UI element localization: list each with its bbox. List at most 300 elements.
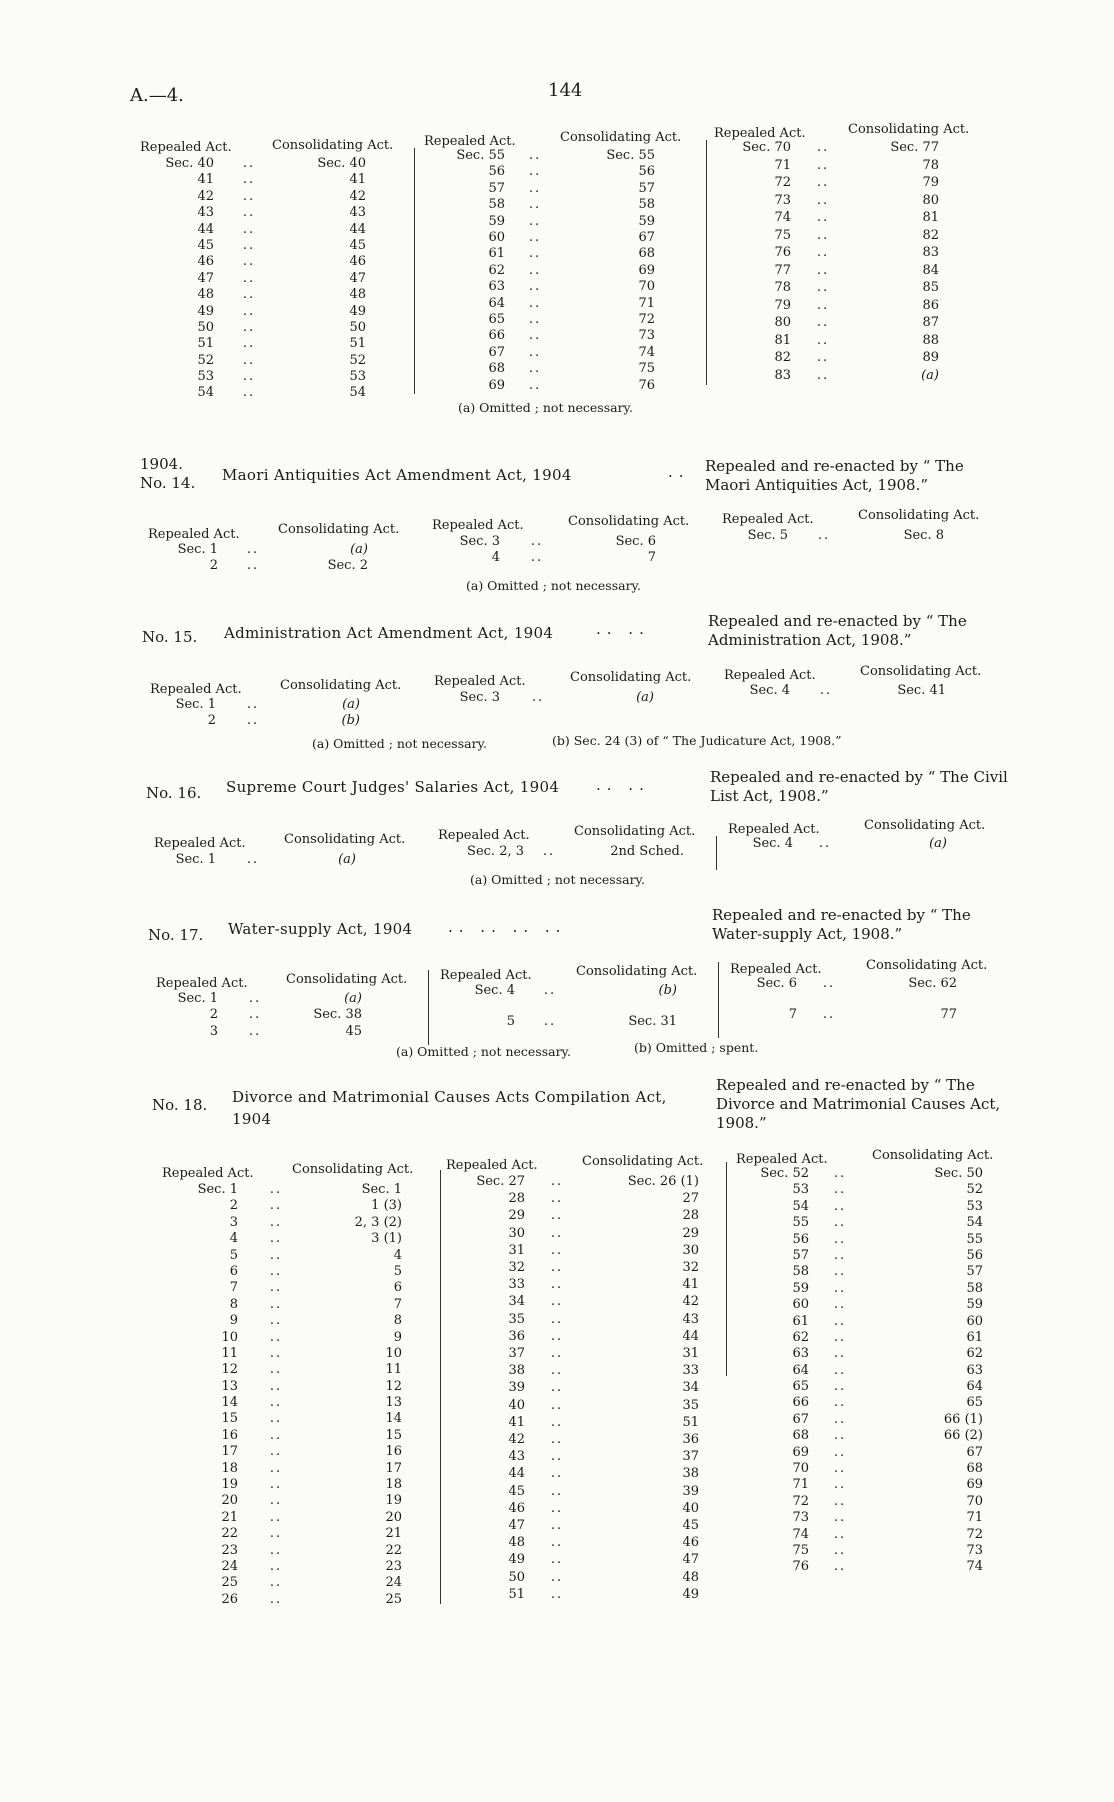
leader-dots: ..	[550, 1191, 564, 1207]
leader-dots: ..	[543, 983, 557, 998]
page-reference: A.—4.	[130, 85, 184, 106]
repealed-section: Sec. 1	[177, 991, 218, 1006]
repealed-section: 62	[488, 262, 505, 278]
repealed-section: 35	[508, 1311, 525, 1327]
consolidating-section: 66 (1)	[943, 1411, 983, 1427]
leader-dots: ..	[528, 164, 542, 180]
act-title: Maori Antiquities Act Amendment Act, 1904	[222, 466, 572, 484]
leader-dots: ..	[833, 1329, 847, 1345]
repealed-section: 53	[792, 1182, 809, 1198]
consolidating-section: 57	[966, 1264, 983, 1280]
act-result: Repealed and re-enacted by “ The Maori Antiquities Act, 1908.”	[705, 457, 964, 494]
consolidating-section: 31	[682, 1345, 699, 1361]
column-header-repealed: Repealed Act.	[438, 828, 530, 843]
repealed-section: Sec. 3	[459, 534, 500, 549]
consolidating-section: 27	[682, 1191, 699, 1207]
repealed-section: 63	[488, 279, 505, 295]
leader-dots: ..	[550, 1552, 564, 1568]
leader-dots: ..	[833, 1559, 847, 1575]
act-15-group-2	[424, 690, 654, 706]
leader-dots: ..	[550, 1277, 564, 1293]
repealed-section: 36	[508, 1328, 525, 1344]
leader-dots: ..	[269, 1542, 283, 1558]
leader-dots: ..	[550, 1586, 564, 1602]
act-18-group-3	[726, 1162, 983, 1575]
repealed-section: 21	[221, 1509, 238, 1525]
repealed-section: 74	[774, 210, 791, 225]
leader-dots: ..	[550, 1517, 564, 1533]
leader-dots: ..	[550, 1363, 564, 1379]
repealed-section: 9	[229, 1313, 238, 1329]
leader-dots: ..	[668, 463, 690, 481]
repealed-section: 31	[508, 1242, 525, 1258]
footnote: (a) Omitted ; not necessary.	[312, 736, 487, 751]
consolidating-section: 41	[682, 1277, 699, 1293]
leader-dots: ..	[269, 1345, 283, 1361]
consolidating-section: 21	[385, 1526, 402, 1542]
act-16-group-1	[162, 852, 356, 868]
consolidating-section: 74	[966, 1559, 983, 1575]
leader-dots: ..	[816, 192, 830, 208]
act-14-group-2	[422, 534, 656, 567]
consolidating-section: 67	[966, 1444, 983, 1460]
consolidating-section: 24	[385, 1575, 402, 1591]
consolidating-section: 17	[385, 1460, 402, 1476]
consolidating-section: 49	[349, 303, 366, 319]
leader-dots: ..	[528, 361, 542, 377]
leader-dots: ..	[550, 1242, 564, 1258]
repealed-section: Sec. 1	[175, 697, 216, 712]
leader-dots: ..	[822, 1007, 836, 1022]
consolidating-section: 22	[385, 1542, 402, 1558]
column-header-repealed: Repealed Act.	[154, 836, 246, 851]
consolidating-section: 7	[393, 1296, 402, 1312]
repealed-section: 60	[488, 229, 505, 245]
leader-dots: ..	[833, 1280, 847, 1296]
leader-dots: ..	[833, 1444, 847, 1460]
block1-group-3	[706, 140, 939, 385]
consolidating-section: 59	[966, 1297, 983, 1313]
act-number: No. 17.	[148, 926, 204, 944]
column-header-consolidating: Consolidating Act.	[286, 972, 408, 987]
consolidating-section: 52	[966, 1182, 983, 1198]
repealed-section: 29	[508, 1208, 525, 1224]
leader-dots: ..	[550, 1345, 564, 1361]
repealed-section: 13	[221, 1378, 238, 1394]
consolidating-section: 7	[647, 550, 656, 566]
consolidating-section: 66 (2)	[943, 1428, 983, 1444]
repealed-section: 76	[774, 245, 791, 260]
repealed-section: 72	[792, 1493, 809, 1509]
act-18-group-1	[176, 1182, 402, 1608]
leader-dots: ..	[269, 1493, 283, 1509]
consolidating-section: 80	[922, 192, 939, 208]
leader-dots: ..	[816, 262, 830, 278]
repealed-section: 55	[792, 1215, 809, 1231]
consolidating-section: (a)	[636, 690, 654, 705]
act-result: Repealed and re-enacted by “ The Civil List Act, 1908.”	[710, 768, 1008, 805]
consolidating-section: Sec. 26 (1)	[627, 1174, 699, 1189]
repealed-section: 52	[197, 352, 214, 368]
consolidating-section: 70	[966, 1493, 983, 1509]
leader-dots: ..	[242, 369, 256, 385]
consolidating-section: Sec. 1	[361, 1182, 402, 1197]
leader-dots: ..	[833, 1264, 847, 1280]
consolidating-section: 83	[922, 245, 939, 260]
consolidating-section: 23	[385, 1558, 402, 1574]
consolidating-section: 3 (1)	[371, 1231, 402, 1247]
repealed-section: 11	[221, 1345, 238, 1361]
consolidating-section: 45	[349, 237, 366, 253]
consolidating-section: 4	[393, 1247, 402, 1263]
leader-dots: ..	[269, 1296, 283, 1312]
consolidating-section: 68	[966, 1461, 983, 1477]
act-number: No. 16.	[146, 784, 202, 802]
leader-dots: ..	[528, 180, 542, 196]
repealed-section: 50	[508, 1569, 525, 1585]
repealed-section: Sec. 2, 3	[467, 844, 524, 859]
consolidating-section: 54	[349, 385, 366, 401]
leader-dots: ..	[833, 1215, 847, 1231]
leader-dots: ..	[833, 1395, 847, 1411]
consolidating-section: 48	[349, 287, 366, 303]
leader-dots: ..	[833, 1313, 847, 1329]
leader-dots: ..	[817, 528, 831, 543]
repealed-section: 30	[508, 1225, 525, 1241]
leader-dots: ..	[528, 148, 542, 163]
consolidating-section: 47	[349, 270, 366, 286]
consolidating-section: 35	[682, 1397, 699, 1413]
consolidating-section: 61	[966, 1329, 983, 1345]
consolidating-section: 49	[682, 1586, 699, 1602]
repealed-section: 26	[221, 1591, 238, 1607]
repealed-section: 25	[221, 1575, 238, 1591]
column-header-consolidating: Consolidating Act.	[560, 130, 682, 145]
consolidating-section: 72	[638, 311, 655, 327]
repealed-section: 53	[197, 369, 214, 385]
footnote: (b) Omitted ; spent.	[634, 1040, 759, 1055]
leader-dots: ..	[530, 550, 544, 566]
consolidating-section: 2, 3 (2)	[354, 1214, 402, 1230]
repealed-section: 54	[197, 385, 214, 401]
consolidating-section: 72	[966, 1526, 983, 1542]
repealed-section: 8	[229, 1296, 238, 1312]
leader-dots: ..	[833, 1379, 847, 1395]
leader-dots: ..	[833, 1362, 847, 1378]
leader-dots: ..	[816, 297, 830, 313]
repealed-section: Sec. 1	[175, 852, 216, 867]
leader-dots: ..	[816, 367, 830, 383]
act-14-group-3	[712, 528, 944, 544]
repealed-section: 42	[508, 1431, 525, 1447]
repealed-section: 76	[792, 1559, 809, 1575]
act-title: Divorce and Matrimonial Causes Acts Compilation Act, 1904	[232, 1088, 667, 1128]
consolidating-section: 40	[682, 1500, 699, 1516]
consolidating-section: 41	[349, 172, 366, 188]
repealed-section: 50	[197, 319, 214, 335]
consolidating-section: 48	[682, 1569, 699, 1585]
leader-dots: ..	[528, 246, 542, 262]
leader-dots: ..	[528, 213, 542, 229]
consolidating-section: 64	[966, 1379, 983, 1395]
leader-dots: ..	[246, 713, 260, 729]
repealed-section: 10	[221, 1329, 238, 1345]
leader-dots: ..	[269, 1477, 283, 1493]
repealed-section: 22	[221, 1526, 238, 1542]
repealed-section: 3	[209, 1023, 218, 1039]
leader-dots: ..	[818, 836, 832, 851]
column-header-consolidating: Consolidating Act.	[280, 678, 402, 693]
repealed-section: 75	[792, 1542, 809, 1558]
leader-dots: ..	[269, 1427, 283, 1443]
leader-dots: ..	[269, 1558, 283, 1574]
consolidating-section: Sec. 38	[313, 1007, 362, 1023]
consolidating-section: 63	[966, 1362, 983, 1378]
leader-dots: ..	[816, 210, 830, 225]
repealed-section: 44	[197, 221, 214, 237]
consolidating-section: 50	[349, 319, 366, 335]
column-header-repealed: Repealed Act.	[722, 512, 814, 527]
consolidating-section: 42	[682, 1294, 699, 1310]
repealed-section: 32	[508, 1259, 525, 1275]
leader-dots: ..	[269, 1214, 283, 1230]
consolidating-section: 39	[682, 1483, 699, 1499]
consolidating-section: (a)	[350, 542, 368, 557]
repealed-section: 69	[488, 377, 505, 393]
repealed-section: 7	[788, 1007, 797, 1022]
act-result: Repealed and re-enacted by “ The Water-supply Act, 1908.”	[712, 906, 971, 943]
leader-dots: ..	[528, 279, 542, 295]
consolidating-section: Sec. 55	[606, 148, 655, 163]
column-header-repealed: Repealed Act.	[728, 822, 820, 837]
repealed-section: 73	[792, 1510, 809, 1526]
repealed-section: 24	[221, 1558, 238, 1574]
repealed-section: Sec. 52	[760, 1166, 809, 1181]
leader-dots: ..	[269, 1395, 283, 1411]
leader-dots: ..	[242, 336, 256, 352]
repealed-section: 77	[774, 262, 791, 278]
repealed-section: 67	[792, 1411, 809, 1427]
act-number: No. 15.	[142, 628, 198, 646]
consolidating-section: 28	[682, 1208, 699, 1224]
leader-dots: ..	[816, 332, 830, 348]
consolidating-section: 74	[638, 344, 655, 360]
column-header-consolidating: Consolidating Act.	[576, 964, 698, 979]
leader-dots: .. .. .. ..	[448, 918, 567, 936]
repealed-section: 70	[792, 1461, 809, 1477]
repealed-section: 81	[774, 332, 791, 348]
consolidating-section: 43	[349, 205, 366, 221]
repealed-section: 79	[774, 297, 791, 313]
consolidating-section: 73	[966, 1542, 983, 1558]
act-18-group-2	[440, 1170, 699, 1604]
consolidating-section: 43	[682, 1311, 699, 1327]
leader-dots: ..	[833, 1510, 847, 1526]
leader-dots: ..	[528, 262, 542, 278]
block1-group-1	[150, 156, 366, 402]
consolidating-section: 11	[385, 1362, 402, 1378]
consolidating-section: 47	[682, 1552, 699, 1568]
consolidating-section: (a)	[338, 852, 356, 867]
leader-dots: ..	[530, 534, 544, 549]
leader-dots: ..	[246, 852, 260, 867]
leader-dots: ..	[531, 690, 545, 705]
consolidating-section: 1 (3)	[371, 1198, 402, 1214]
repealed-section: 74	[792, 1526, 809, 1542]
consolidating-section: 86	[922, 297, 939, 313]
leader-dots: ..	[269, 1231, 283, 1247]
column-header-repealed: Repealed Act.	[150, 682, 242, 697]
repealed-section: 67	[488, 344, 505, 360]
repealed-section: 4	[491, 550, 500, 566]
consolidating-section: 55	[966, 1231, 983, 1247]
repealed-section: 46	[197, 254, 214, 270]
repealed-section: 71	[774, 157, 791, 173]
leader-dots: ..	[833, 1493, 847, 1509]
consolidating-section: 6	[393, 1280, 402, 1296]
repealed-section: 40	[508, 1397, 525, 1413]
repealed-section: 62	[792, 1329, 809, 1345]
leader-dots: ..	[242, 205, 256, 221]
leader-dots: ..	[269, 1509, 283, 1525]
column-header-consolidating: Consolidating Act.	[860, 664, 982, 679]
consolidating-section: 73	[638, 328, 655, 344]
consolidating-section: 69	[638, 262, 655, 278]
leader-dots: ..	[248, 991, 262, 1006]
leader-dots: ..	[269, 1247, 283, 1263]
act-result: Repealed and re-enacted by “ The Divorce and Matrimonial Causes Act, 1908.”	[716, 1076, 1001, 1132]
repealed-section: 49	[508, 1552, 525, 1568]
column-header-repealed: Repealed Act.	[162, 1166, 254, 1181]
leader-dots: ..	[550, 1294, 564, 1310]
repealed-section: 15	[221, 1411, 238, 1427]
repealed-section: Sec. 5	[747, 528, 788, 543]
consolidating-section: Sec. 8	[903, 528, 944, 543]
repealed-section: 2	[207, 713, 216, 729]
leader-dots: ..	[528, 197, 542, 213]
consolidating-section: 52	[349, 352, 366, 368]
column-header-repealed: Repealed Act.	[434, 674, 526, 689]
repealed-section: 61	[792, 1313, 809, 1329]
leader-dots: ..	[242, 287, 256, 303]
repealed-section: 61	[488, 246, 505, 262]
repealed-section: 45	[508, 1483, 525, 1499]
consolidating-section: 70	[638, 279, 655, 295]
leader-dots: ..	[242, 237, 256, 253]
repealed-section: 59	[792, 1280, 809, 1296]
column-header-repealed: Repealed Act.	[148, 527, 240, 542]
consolidating-section: 53	[349, 369, 366, 385]
act-title: Water-supply Act, 1904	[228, 920, 413, 938]
repealed-section: 63	[792, 1346, 809, 1362]
leader-dots: ..	[550, 1569, 564, 1585]
act-16-group-2	[428, 844, 684, 860]
leader-dots: ..	[269, 1526, 283, 1542]
year-heading: 1904.	[140, 455, 183, 473]
consolidating-section: 2nd Sched.	[610, 844, 684, 859]
column-header-consolidating: Consolidating Act.	[570, 670, 692, 685]
consolidating-section: 37	[682, 1449, 699, 1465]
column-header-consolidating: Consolidating Act.	[574, 824, 696, 839]
column-header-repealed: Repealed Act.	[156, 976, 248, 991]
consolidating-section: 29	[682, 1225, 699, 1241]
leader-dots: ..	[833, 1346, 847, 1362]
leader-dots: ..	[246, 697, 260, 712]
repealed-section: 65	[488, 311, 505, 327]
leader-dots: ..	[246, 542, 260, 557]
consolidating-section: 65	[966, 1395, 983, 1411]
repealed-section: 2	[209, 558, 218, 574]
page-number: 144	[548, 80, 583, 101]
consolidating-section: 8	[393, 1313, 402, 1329]
column-header-repealed: Repealed Act.	[446, 1158, 538, 1173]
repealed-section: 75	[774, 227, 791, 243]
act-title: Supreme Court Judges' Salaries Act, 1904	[226, 778, 560, 796]
repealed-section: 78	[774, 280, 791, 295]
consolidating-section: 15	[385, 1427, 402, 1443]
leader-dots: ..	[833, 1297, 847, 1313]
leader-dots: ..	[816, 350, 830, 365]
consolidating-section: Sec. 40	[317, 156, 366, 171]
leader-dots: ..	[269, 1329, 283, 1345]
leader-dots: ..	[550, 1535, 564, 1551]
leader-dots: ..	[816, 245, 830, 260]
column-header-consolidating: Consolidating Act.	[866, 958, 988, 973]
repealed-section: 60	[792, 1297, 809, 1313]
leader-dots: ..	[248, 1007, 262, 1023]
column-header-consolidating: Consolidating Act.	[858, 508, 980, 523]
leader-dots: ..	[242, 319, 256, 335]
consolidating-section: 57	[638, 180, 655, 196]
leader-dots: ..	[550, 1466, 564, 1482]
repealed-section: 28	[508, 1191, 525, 1207]
consolidating-section: 60	[966, 1313, 983, 1329]
consolidating-section: 12	[385, 1378, 402, 1394]
repealed-section: 33	[508, 1277, 525, 1293]
leader-dots: .. ..	[596, 620, 650, 638]
leader-dots: ..	[833, 1477, 847, 1493]
act-result: Repealed and re-enacted by “ The Administration Act, 1908.”	[708, 612, 967, 649]
repealed-section: 82	[774, 350, 791, 365]
leader-dots: ..	[528, 344, 542, 360]
repealed-section: 66	[792, 1395, 809, 1411]
act-17-group-3	[718, 962, 957, 1038]
leader-dots: ..	[242, 385, 256, 401]
consolidating-section: 78	[922, 157, 939, 173]
consolidating-section: 38	[682, 1466, 699, 1482]
repealed-section: 58	[488, 197, 505, 213]
consolidating-section: 42	[349, 188, 366, 204]
leader-dots: ..	[550, 1328, 564, 1344]
consolidating-section: 16	[385, 1444, 402, 1460]
column-header-consolidating: Consolidating Act.	[864, 818, 986, 833]
repealed-section: 51	[508, 1586, 525, 1602]
column-header-repealed: Repealed Act.	[724, 668, 816, 683]
repealed-section: Sec. 70	[742, 140, 791, 155]
leader-dots: ..	[269, 1313, 283, 1329]
repealed-section: 5	[506, 1014, 515, 1029]
consolidating-section: 10	[385, 1345, 402, 1361]
footnote: (a) Omitted ; not necessary.	[396, 1044, 571, 1059]
leader-dots: ..	[550, 1449, 564, 1465]
consolidating-section: 89	[922, 350, 939, 365]
leader-dots: ..	[550, 1208, 564, 1224]
act-15-group-3	[714, 683, 946, 699]
leader-dots: ..	[816, 227, 830, 243]
repealed-section: 2	[229, 1198, 238, 1214]
leader-dots: ..	[242, 352, 256, 368]
repealed-section: 34	[508, 1294, 525, 1310]
